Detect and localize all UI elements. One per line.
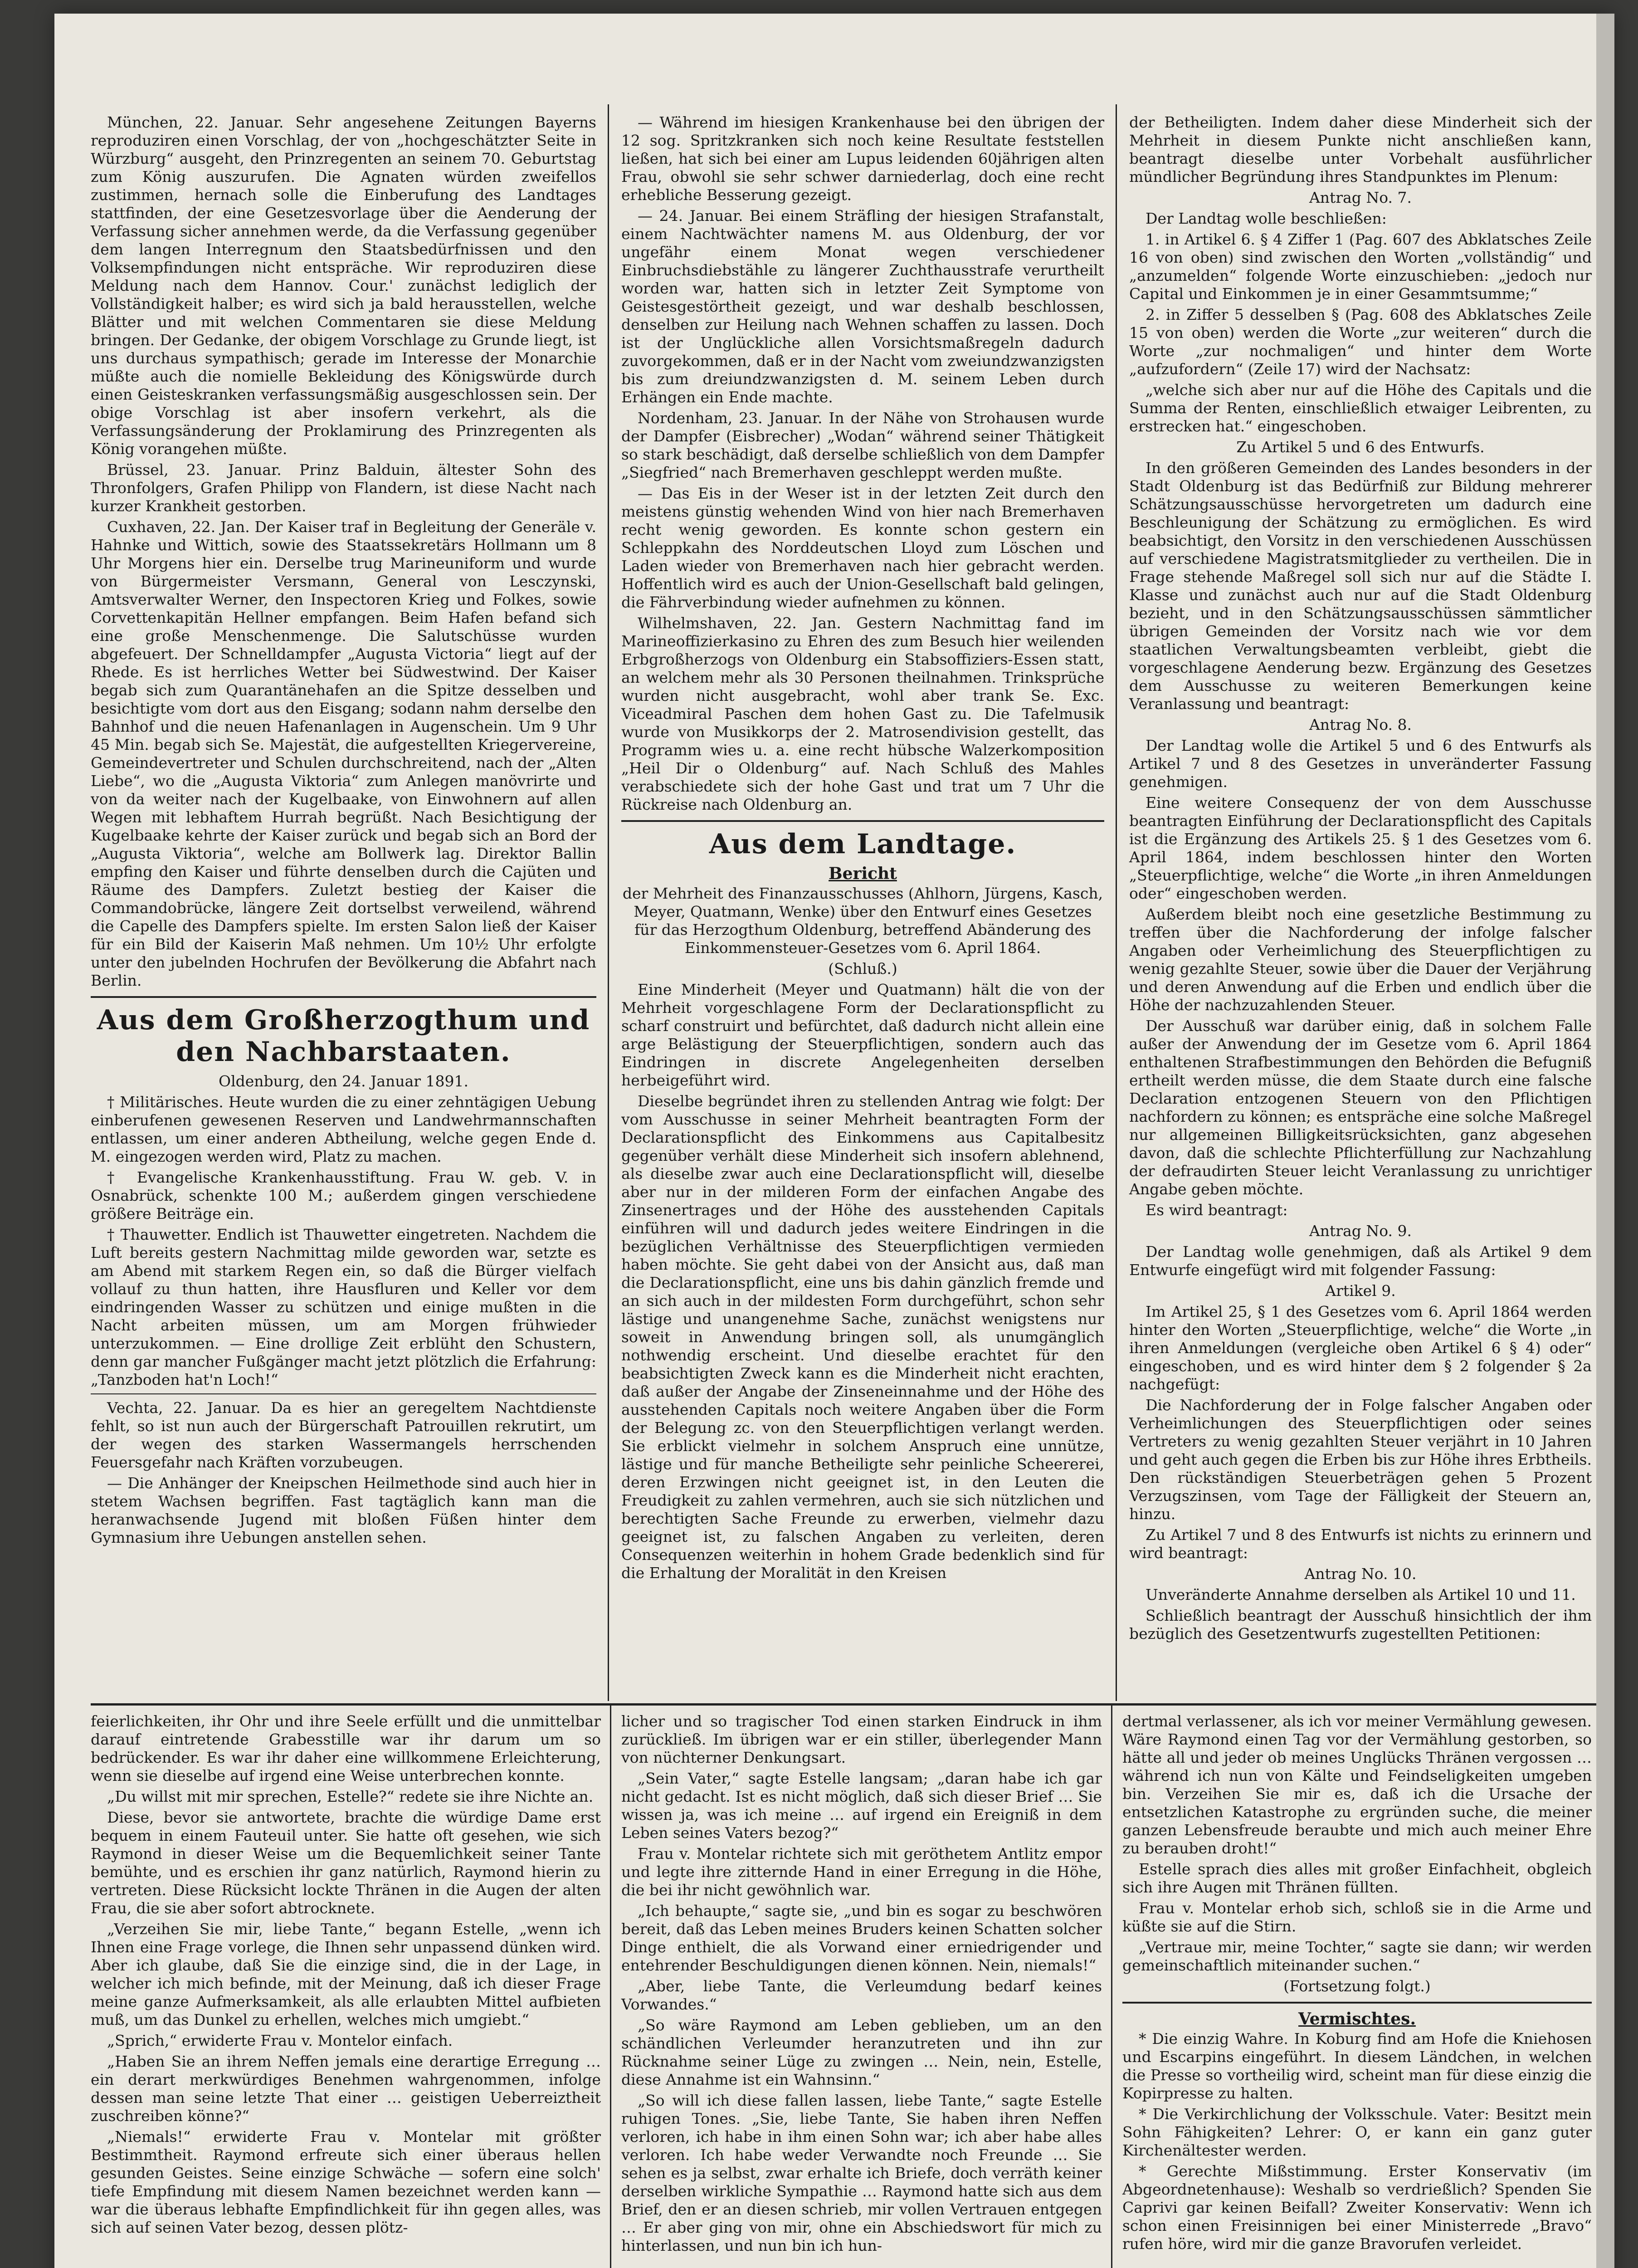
antrag-7-insertion: „welche sich aber nur auf die Höhe des Capitals und die Summa der Renten, einschließlich etwaiger Leibrenten, zu erstrecken hat.“ eingeschoben.	[1129, 381, 1592, 435]
report-intro: der Mehrheit des Finanzausschusses (Ahlhorn, Jürgens, Kasch, Meyer, Quatmann, Wenke) über den Entwurf eines Gesetzes für das Herzogthum Oldenburg, betreffend Abänderung des Einkommensteuer-Gesetzes vom 6. April 1864.	[622, 885, 1103, 957]
article-nordenham: Nordenham, 23. Januar. In der Nähe von Strohausen wurde der Dampfer (Eisbrecher) „Wodan“ während seiner Thätigkeit so stark beschädigt, daß derselbe schließlich von dem Dampfer „Siegfried“ nach Bremerhaven geschleppt werden mußte.	[621, 409, 1104, 481]
novel-text: „Niemals!“ erwiderte Frau v. Montelar mit größter Bestimmtheit. Raymond erfreute sich einer überaus hellen gesunden Geistes. Seine einzige Schwäche — sofern eine solch' tiefe Empfindung mit diesem Namen bezeichnet werden kann — war die überaus lebhafte Empfindlichkeit für ihn gegen alles, was sich auf seinen Vater bezog, dessen plötz-	[91, 2128, 601, 2236]
novel-text: „Vertraue mir, meine Tochter,“ sagte sie dann; wir werden gemeinschaftlich miteinander suchen.“	[1122, 1938, 1592, 1974]
section-rule	[91, 996, 596, 998]
novel-text: dertmal verlassener, als ich vor meiner Vermählung gewesen. Wäre Raymond einen Tag vor der Vermählung gestorben, so hätte all und jeder ob meines Unglücks Thränen vergossen … während ich nun von Kälte und Feindseligkeiten umgeben bin. Verzeihen Sie mir es, daß ich die Ursache der entsetzlichen Katastrophe zu ergründen suche, die meiner ganzen Lebensfreude beraubte und mich auch meiner Ehre zu berauben droht!“	[1122, 1712, 1592, 1857]
feuilleton-column-2	[621, 1712, 1102, 2258]
column-rule-1	[608, 104, 609, 1701]
continuation-note: (Fortsetzung folgt.)	[1283, 1977, 1431, 1995]
consequence-text: Eine weitere Consequenz der von dem Ausschusse beantragten Einführung der Declarationspflicht des Capitals ist die Ergänzung des Artikels 25. § 1 des Gesetzes vom 6. April 1864, indem beschlossen hinter den Worten „Steuerpflichtige, welche“ die Worte „in ihren Anmeldungen oder“ eingeschoben werden.	[1129, 794, 1592, 902]
section-heading-vermischtes: Vermischtes.	[1298, 2009, 1416, 2028]
novel-text: „Sprich,“ erwiderte Frau v. Montelor einfach.	[107, 2032, 453, 2049]
artikel-5-6-text: In den größeren Gemeinden des Landes besonders in der Stadt Oldenburg ist das Bedürfniß zur Bildung mehrerer Schätzungsausschüsse hervorgetreten um dadurch eine Beschleunigung der Schätzung zu ermöglichen. Es wird beabsichtigt, den Vorsitz in den verschiedenen Ausschüssen auf verschiedene Magistratsmitglieder zu vertheilen. Die in Frage stehende Maßregel soll sich nur auf die Städte I. Klasse und zunächst auch nur auf die Stadt Oldenburg bezieht, und in den Schätzungsausschüssen sämmtlicher übrigen Gemeinden der Vorsitz nach wie vor dem staatlichen Verwaltungsbeamten verbleibt, giebt die vorgeschlagene Aenderung bezw. Ergänzung des Gesetzes dem Ausschusse zu weiteren Bemerkungen keine Veranlassung und beantragt:	[1129, 459, 1592, 713]
antrag-7-point-2: 2. in Ziffer 5 desselben § (Pag. 608 des Abklatsches Zeile 15 von oben) werden die Worte „zur weiteren“ durch die Worte „zur nochmaligen“ und hinter dem Worte „aufzufordern“ (Zeile 17) wird der Nachsatz:	[1129, 306, 1592, 378]
report-justification: Dieselbe begründet ihren zu stellenden Antrag wie folgt: Der vom Ausschusse in seiner Mehrheit beantragten Form der Declarationspflicht des Einkommens aus Capitalbesitz gegenüber verhält diese Minderheit sich insofern ablehnend, als dieselbe zwar auch eine Declarationspflicht will, dieselbe aber nur in der milderen Form der einfachen Angabe des Zinsenertrages und der Höhe des ausstehenden Capitals einführen will und dadurch jedes weitere Eindringen in die bezüglichen Verhältnisse des Steuerpflichtigen vermieden haben möchte. Sie geht dabei von der Ansicht aus, daß man die Declarationspflicht, eine uns bis dahin gänzlich fremde und an sich auch in der mildesten Form durchgeführt, schon sehr lästige und unangenehme Sache, zunächst wenigstens nur soweit in Anwendung bringen soll, als unumgänglich nothwendig erscheint. Und dieselbe erachtet für den beabsichtigten Zweck kann es die Minderheit nicht erachten, daß außer der Angabe der Zinseneinnahme und der Höhe des ausstehenden Capitals noch weitere Angaben über die Form der Belegung zc. von den Steuerpflichtigen verlangt werden. Sie erblickt vielmehr in solchem Anspruch eine unnütze, lästige und für manche Betheiligte sehr peinliche Scheererei, deren Erzwingen nicht geeignet ist, in den Leuten die Freudigkeit zu zahlen vermehren, auch sie sich nützlichen und berechtigten Sache Freunde zu erwerben, vielmehr dazu geeignet ist, zu falschen Angaben zu verleiten, deren Consequenzen weiterhin in hohem Grade bedenklich sind für die Erhaltung der Moralität in den Kreisen	[621, 1092, 1104, 1582]
feuilleton-divider	[91, 1703, 1596, 1706]
column-rule-2	[1116, 104, 1117, 1701]
nachforderung-text: Außerdem bleibt noch eine gesetzliche Bestimmung zu treffen über die Nachforderung der infolge falscher Angaben oder Verheimlichung des Steuerpflichtigen zu wenig gezahlte Steuer, sowie über die Dauer der Verjährung und deren Anwendung auf die Erben und endlich über die Höhe der nachzuzahlenden Steuer.	[1129, 905, 1592, 1014]
column-3	[1129, 113, 1592, 1646]
report-continued: der Betheiligten. Indem daher diese Minderheit sich der Mehrheit in diesem Punkte nicht anschließen kann, beantragt dieselbe unter Vorbehalt ausführlicher mündlicher Begründung ihres Standpunktes im Plenum:	[1129, 113, 1592, 186]
article-vechta: Vechta, 22. Januar. Da es hier an geregeltem Nachtdienste fehlt, so ist nun auch der Bürgerschaft Patrouillen rekrutirt, um der wegen des starken Wassermangels herrschenden Feuersgefahr nach Kräften vorzubeugen.	[91, 1399, 596, 1471]
novel-text: „Haben Sie an ihrem Neffen jemals eine derartige Erregung … ein derart merkwürdiges Benehmen wahrgenommen, infolge dessen man seine letzte That einer … geistigen Ueberreiztheit zuschreiben könne?“	[91, 2053, 601, 2125]
novel-text: „So wäre Raymond am Leben geblieben, um an den schändlichen Verleumder heranzutreten und ihn zur Rücknahme seiner Lüge zu zwingen … Nein, nein, Estelle, diese Annahme ist ein Wahnsinn.“	[621, 2016, 1102, 2088]
artikel-5-6-heading: Zu Artikel 5 und 6 des Entwurfs.	[1236, 438, 1485, 456]
beantragt-text: Es wird beantragt:	[1146, 1201, 1288, 1219]
antrag-7-intro: Der Landtag wolle beschließen:	[1146, 210, 1387, 227]
antrag-8-heading: Antrag No. 8.	[1309, 716, 1412, 733]
column-1	[91, 113, 596, 1549]
misc-item: * Die Verkirchlichung der Volksschule. Vater: Besitzt mein Sohn Fähigkeiten? Lehrer: O, er kann ein ganz guter Kirchenältester werden.	[1122, 2105, 1592, 2159]
petitionen-text: Schließlich beantragt der Ausschuß hinsichtlich der ihm bezüglich des Gesetzentwurfs zugestellten Petitionen:	[1129, 1607, 1592, 1642]
report-minority: Eine Minderheit (Meyer und Quatmann) hält die von der Mehrheit vorgeschlagene Form der Declarationspflicht zu scharf construirt und befürchtet, daß dadurch nicht allein eine arge Belästigung der Steuerpflichtigen, sondern auch das Eindringen in discrete Angelegenheiten derselben herbeigeführt wird.	[621, 981, 1104, 1089]
misc-item: * Gerechte Mißstimmung. Erster Konservativ (im Abgeordnetenhause): Weshalb so verdrießlich? Spenden Sie Caprivi gar keinen Beifall? Zweiter Konservativ: Wenn ich schon einen Freisinnigen bei einer Ministerrede „Bravo“ rufen höre, wird mir die ganze Bravorufen verleidet.	[1122, 2162, 1592, 2253]
page-edge	[1596, 14, 1614, 2268]
newspaper-page	[54, 14, 1614, 2268]
novel-text: Estelle sprach dies alles mit großer Einfachheit, obgleich sich ihre Augen mit Thränen füllten.	[1122, 1860, 1592, 1896]
article-straefling: — 24. Januar. Bei einem Sträfling der hiesigen Strafanstalt, einem Nachtwächter namens M. aus Oldenburg, der vor ungefähr einem Monat wegen verschiedener Einbruchsdiebstähle zu längerer Zuchthausstrafe verurtheilt worden war, hatten sich in letzter Zeit Symptome von Geistesgestörtheit gezeigt, und war deshalb beschlossen, denselben zur Heilung nach Wehnen schaffen zu lassen. Doch ist der Unglückliche allen Vorsichtsmaßregeln dadurch zuvorgekommen, daß er in der Nacht vom zweiundzwanzigsten bis zum dreiundzwanzigsten d. M. seinem Leben durch Erhängen ein Ende machte.	[621, 207, 1104, 406]
antrag-7-point-1: 1. in Artikel 6. § 4 Ziffer 1 (Pag. 607 des Abklatsches Zeile 16 von oben) sind zwischen den Worten „vollständig“ und „anzumelden“ folgende Worte einzuschieben: „jedoch nur Capital und Einkommen je in einer Gesammtsumme;“	[1129, 230, 1592, 303]
antrag-8-text: Der Landtag wolle die Artikel 5 und 6 des Entwurfs als Artikel 7 und 8 des Gesetzes in unveränderter Fassung genehmigen.	[1129, 737, 1592, 791]
novel-text: „Verzeihen Sie mir, liebe Tante,“ begann Estelle, „wenn ich Ihnen eine Frage vorlege, die Ihnen sehr unpassend dünken wird. Aber ich glaube, daß Sie die einzige sind, die in der Lage, in welcher ich mich befinde, mit der Meinung, daß ich dieser Frage meine ganze Aufmerksamkeit, als alle erlaubten Mittel aufbieten muß, um das Dunkel zu erhellen, welches mich umgiebt.“	[91, 1920, 601, 2028]
article-krankenhaus: — Während im hiesigen Krankenhause bei den übrigen der 12 sog. Spritzkranken sich noch keine Resultate feststellen ließen, hat sich bei einer am Lupus leidenden 60jährigen alten Frau, obwohl sie sehr schwer darniederlag, doch eine recht erhebliche Besserung gezeigt.	[621, 113, 1104, 204]
article-eis: — Das Eis in der Weser ist in der letzten Zeit durch den meistens günstig wehenden Wind von hier nach Bremerhaven recht wenig geworden. Es konnte schon gestern ein Schleppkahn des Norddeutschen Lloyd zum Löschen und Laden wieder von Bremerhaven nach hier gebracht werden. Hoffentlich wird es auch der Union-Gesellschaft bald gelingen, die Fährverbindung wieder aufnehmen zu können.	[621, 484, 1104, 611]
section-rule	[1122, 2002, 1592, 2004]
novel-text: Frau v. Montelar richtete sich mit geröthetem Antlitz empor und legte ihre zitternde Hand in einer Erregung in die Höhe, die bei ihr nicht gewöhnlich war.	[621, 1845, 1102, 1899]
section-rule	[621, 820, 1104, 822]
novel-text: licher und so tragischer Tod einen starken Eindruck in ihm zurückließ. Im übrigen war er ein stiller, überlegender Mann von nüchterner Denkungsart.	[621, 1712, 1102, 1766]
artikel-9-heading: Artikel 9.	[1325, 1282, 1396, 1300]
artikel-7-8-text: Zu Artikel 7 und 8 des Entwurfs ist nichts zu erinnern und wird beantragt:	[1129, 1526, 1592, 1562]
novel-text: „Ich behaupte,“ sagte sie, „und bin es sogar zu beschwören bereit, daß das Leben meines Bruders keinen Schatten solcher Dinge enthielt, die als Vorwand einer erniedrigender und entehrender Beschuldigungen dienen können. Nein, niemals!“	[621, 1902, 1102, 1974]
ausschuss-text: Der Ausschuß war darüber einig, daß in solchem Falle außer der Anwendung der im Gesetze vom 6. April 1864 enthaltenen Strafbestimmungen den Behörden die Befugniß ertheilt werden müsse, die dem Staate durch eine falsche Declaration entzogenen Steuern von den Pflichtigen nachfordern zu können; es entspräche eine solche Maßregel nur allgemeinen Billigkeitsrücksichten, ganz abgesehen davon, daß die schlechte Pflichterfüllung zur Nachzahlung der defraudirten Steuer leicht Veranlassung zu unrichtiger Angabe geben möchte.	[1129, 1017, 1592, 1198]
article-militaerisches: † Militärisches. Heute wurden die zu einer zehntägigen Uebung einberufenen gewesenen Reserven und Landwehrmannschaften entlassen, um einer anderen Abtheilung, welche gegen Ende d. M. eingezogen werden wird, Platz zu machen.	[91, 1093, 596, 1165]
article-thauwetter: † Thauwetter. Endlich ist Thauwetter eingetreten. Nachdem die Luft bereits gestern Nachmittag milde geworden war, setzte es am Abend mit starkem Regen ein, so daß die Bürger vielfach vollauf zu thun hatten, ihre Hausfluren und Keller vor dem eindringenden Wasser zu schützen und einige mußten in die Nacht arbeiten müssen, um am Morgen frühwieder unterzukommen. — Eine drollige Zeit erblüht den Schustern, denn gar mancher Fußgänger macht jetzt plötzlich die Erfahrung: „Tanzboden hat'n Loch!“	[91, 1226, 596, 1388]
article-wilhelmshaven: Wilhelmshaven, 22. Jan. Gestern Nachmittag fand im Marineoffizierkasino zu Ehren des zum Besuch hier weilenden Erbgroßherzogs von Oldenburg ein Stabsoffiziers-Essen statt, an welchem mehr als 30 Personen theilnahmen. Trinksprüche wurden nicht ausgebracht, wohl aber trank Se. Exc. Viceadmiral Paschen dem hohen Gast zu. Die Tafelmusik wurde von Musikkorps der 2. Matrosendivision gestellt, das Programm wies u. a. eine recht hübsche Walzerkomposition „Heil Dir o Oldenburg“ auf. Nach Schluß des Mahles verabschiedete sich der hohe Gast und trat um 7 Uhr die Rückreise nach Oldenburg an.	[621, 614, 1104, 813]
feuilleton-rule-2	[1111, 1706, 1112, 2268]
artikel-9-text: Im Artikel 25, § 1 des Gesetzes vom 6. April 1864 werden hinter den Worten „Steuerpflichtige, welche“ die Worte „in ihren Anmeldungen (vergleiche oben Artikel 6 § 4) oder“ eingeschoben, und es wird hinter dem § 2 folgender § 2a nachgefügt:	[1129, 1303, 1592, 1393]
feuilleton-rule-1	[610, 1706, 611, 2268]
report-schluss: (Schluß.)	[828, 960, 897, 978]
feuilleton-column-1	[91, 1712, 601, 2239]
misc-item: * Die einzig Wahre. In Koburg find am Hofe die Kniehosen und Escarpins eingeführt. In diesem Ländchen, in welchen die Presse so vortheilig wird, scheint man für diese einzig die Kopirpresse zu halten.	[1122, 2030, 1592, 2102]
novel-text: Frau v. Montelar erhob sich, schloß sie in die Arme und küßte sie auf die Stirn.	[1122, 1899, 1592, 1935]
antrag-9-text: Der Landtag wolle genehmigen, daß als Artikel 9 dem Entwurfe eingefügt wird mit folgender Fassung:	[1129, 1243, 1592, 1279]
report-title: Bericht	[829, 864, 897, 883]
verjaehrung-text: Die Nachforderung der in Folge falscher Angaben oder Verheimlichungen des Steuerpflichtigen oder seines Vertreters zu wenig gezahlten Steuer verjährt in 10 Jahren und geht auch gegen die Erben bis zur Höhe ihres Erbtheils. Den rückständigen Steuerbeträgen gehen 5 Prozent Verzugszinsen, vom Tage der Fälligkeit der Steuern an, hinzu.	[1129, 1396, 1592, 1523]
article-rule	[91, 1393, 596, 1394]
article-cuxhaven: Cuxhaven, 22. Jan. Der Kaiser traf in Begleitung der Generäle v. Hahnke und Wittich, sowie des Staatssekretärs Hollmann um 8 Uhr Morgens hier ein. Derselbe trug Marineuniform und wurde von Bürgermeister Versmann, General von Lesczynski, Amtsverwalter Werner, den Inspectoren Krieg und Folkes, sowie Corvettenkapitän Hellner empfangen. Beim Hafen befand sich eine große Menschenmenge. Die Salutschüsse wurden abgefeuert. Der Schnelldampfer „Augusta Victoria“ liegt auf der Rhede. Es ist herrliches Wetter bei Südwestwind. Der Kaiser begab sich zum Quarantänehafen an die Spitze desselben und besichtigte vom dort aus den Eisgang; sodann nahm derselbe den Bahnhof und die neuen Hafenanlagen in Augenschein. Um 9 Uhr 45 Min. begab sich Se. Majestät, die aufgestellten Kriegervereine, Gemeindevertreter und Schulen durchschreitend, nach der „Alten Liebe“, wo die „Augusta Viktoria“ zum Anlegen manövrirte und von da weiter nach der Kugelbaake, von Einwohnern auf allen Wegen mit lebhaftem Hurrah begrüßt. Nach Besichtigung der Kugelbaake kehrte der Kaiser zurück und begab sich an Bord der „Augusta Viktoria“, welche am Bollwerk lag. Direktor Ballin empfing den Kaiser und führte denselben durch die Cajüten und Räume des Dampfers. Zuletzt bestieg der Kaiser die Commandobrücke, längere Zeit dortselbst verweilend, während die Capelle des Dampfers spielte. Im ersten Salon ließ der Kaiser für ein Bild der Kaiserin Maß nehmen. Um 10½ Uhr erfolgte unter den jubelnden Hochrufen der Bevölkerung die Abfahrt nach Berlin.	[91, 518, 596, 989]
novel-text: „Du willst mit mir sprechen, Estelle?“ redete sie ihre Nichte an.	[107, 1788, 594, 1805]
novel-text: feierlichkeiten, ihr Ohr und ihre Seele erfüllt und die unmittelbar darauf eintretende Grabesstille war ihr darum um so bedrückender. Es war ihr daher eine willkommene Erleichterung, wenn sie dieselbe auf irgend eine Weise unterbrechen konnte.	[91, 1712, 601, 1784]
article-krankenhausstiftung: † Evangelische Krankenhausstiftung. Frau W. geb. V. in Osnabrück, schenkte 100 M.; außerdem gingen verschiedene größere Beiträge ein.	[91, 1168, 596, 1222]
antrag-7-heading: Antrag No. 7.	[1309, 189, 1412, 206]
antrag-10-text: Unveränderte Annahme derselben als Artikel 10 und 11.	[1146, 1586, 1576, 1603]
novel-text: „Aber, liebe Tante, die Verleumdung bedarf keines Vorwandes.“	[621, 1977, 1102, 2013]
section-heading-grossherzogthum: Aus dem Großherzogthum und den Nachbarstaaten.	[97, 1004, 590, 1068]
article-bruessel: Brüssel, 23. Januar. Prinz Balduin, ältester Sohn des Thronfolgers, Grafen Philipp von Flandern, ist diese Nacht nach kurzer Krankheit gestorben.	[91, 461, 596, 515]
column-2	[621, 113, 1104, 1585]
novel-text: Diese, bevor sie antwortete, brachte die würdige Dame erst bequem in einem Fauteuil unter. Sie hatte oft gesehen, wie sich Raymond in dieser Weise um die Bequemlichkeit seiner Tante bemühte, und es erschien ihr ganz natürlich, Raymond hierin zu vertreten. Diese Rücksicht lockte Thränen in die Augen der alten Frau, die sie aber sofort abtrocknete.	[91, 1809, 601, 1917]
feuilleton-column-3	[1122, 1712, 1592, 2256]
novel-text: „So will ich diese fallen lassen, liebe Tante,“ sagte Estelle ruhigen Tones. „Sie, liebe Tante, Sie haben ihren Neffen verloren, ich habe in ihm einen Sohn war; ich aber habe alles verloren. Ich habe weder Verwandte noch Freunde … Sie sehen es ja selbst, zwar erhalte ich Briefe, doch verräth keiner derselben wirkliche Sympathie … Raymond hatte sich aus dem Brief, den er an diesen schrieb, mir vollen Vertrauen entgegen … Er aber ging von mir, ohne ein Abschiedswort für mich zu hinterlassen, und nun bin ich hun-	[621, 2092, 1102, 2254]
dateline: Oldenburg, den 24. Januar 1891.	[219, 1072, 468, 1090]
antrag-9-heading: Antrag No. 9.	[1309, 1222, 1412, 1240]
novel-text: „Sein Vater,“ sagte Estelle langsam; „daran habe ich gar nicht gedacht. Ist es nicht möglich, daß sich dieser Brief … Sie wissen ja, was ich meine … auf irgend ein Ereigniß in dem Leben seines Vaters bezog?“	[621, 1769, 1102, 1842]
article-muenchen: München, 22. Januar. Sehr angesehene Zeitungen Bayerns reproduziren einen Vorschlag, der von „hochgeschätzter Seite in Würzburg“ ausgeht, den Prinzregenten an seinem 70. Geburtstag zum König auszurufen. Die Agnaten würden zweifellos zustimmen, hernach solle die Einberufung des Landtages stattfinden, der eine Gesetzesvorlage über die Aenderung der Verfassung sicher annehmen werde, da die Verfassung gegenüber dem langen Interregnum den Staatsbedürfnissen und den Volksempfindungen nicht entspräche. Wir reproduziren diese Meldung nach dem Hannov. Cour.' zunächst lediglich der Vollständigkeit halber; es wird sich ja bald herausstellen, welche Blätter und mit welchen Commentaren sie diese Meldung bringen. Der Gedanke, der obigem Vorschlage zu Grunde liegt, ist uns durchaus sympathisch; gerade im Interesse der Monarchie müßte auch die nomielle Bekleidung des Königswürde durch einen Geisteskranken verfassungsmäßig ausgeschlossen sein. Der obige Vorschlag ist aber insofern verkehrt, als die Verfassungsänderung der Proklamirung des Prinzregenten als König vorangehen müßte.	[91, 113, 596, 458]
article-kneipp: — Die Anhänger der Kneipschen Heilmethode sind auch hier in stetem Wachsen begriffen. Fast tagtäglich kann man die heranwachsende Jugend mit bloßen Füßen hinter dem Gymnasium ihre Uebungen anstellen sehen.	[91, 1474, 596, 1546]
section-heading-landtage: Aus dem Landtage.	[709, 828, 1017, 860]
antrag-10-heading: Antrag No. 10.	[1304, 1565, 1417, 1583]
